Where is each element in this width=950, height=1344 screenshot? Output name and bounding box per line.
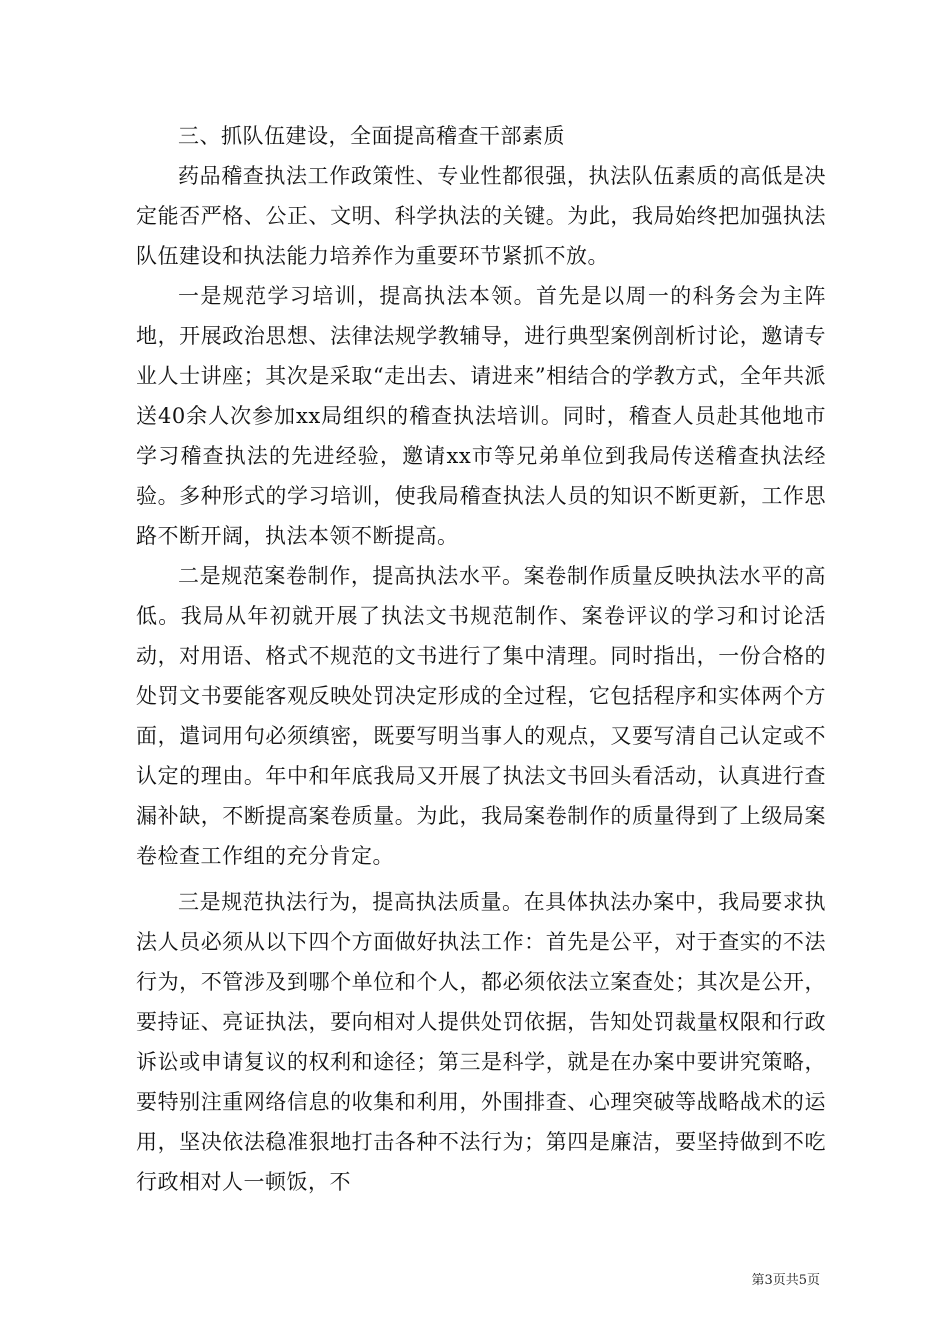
paragraph-case-files: 二是规范案卷制作，提高执法水平。案卷制作质量反映执法水平的高低。我局从年初就开展了执法文书规范制作、案卷评议的学习和讨论活动，对用语、格式不规范的文书进行了集中清理。同时指出，一份合格的处罚文书要能客观反映处罚决定形成的全过程，它包括程序和实体两个方面，遣词用句必须缜密，既要写明当事人的观点，又要写清自己认定或不认定的理由。年中和年底我局又开展了执法文书回头看活动，认真进行查漏补缺，不断提高案卷质量。为此，我局案卷制作的质量得到了上级局案卷检查工作组的充分肯定。	[136, 564, 826, 868]
paragraph-intro: 药品稽查执法工作政策性、专业性都很强，执法队伍素质的高低是决定能否严格、公正、文明、科学执法的关键。为此，我局始终把加强执法队伍建设和执法能力培养作为重要环节紧抓不放。	[136, 164, 826, 268]
document-body	[136, 116, 826, 1202]
section-heading: 三、抓队伍建设，全面提高稽查干部素质	[178, 124, 565, 148]
paragraph-enforcement: 三是规范执法行为，提高执法质量。在具体执法办案中，我局要求执法人员必须从以下四个方面做好执法工作：首先是公平，对于查实的不法行为，不管涉及到哪个单位和个人，都必须依法立案查处；其次是公开，要持证、亮证执法，要向相对人提供处罚依据，告知处罚裁量权限和行政诉讼或申请复议的权利和途径；第三是科学，就是在办案中要讲究策略，要特别注重网络信息的收集和利用，外围排查、心理突破等战略战术的运用，坚决依法稳准狠地打击各种不法行为；第四是廉洁，要坚持做到不吃行政相对人一顿饭，不	[136, 890, 826, 1194]
paragraph-training: 一是规范学习培训，提高执法本领。首先是以周一的科务会为主阵地，开展政治思想、法律法规学教辅导，进行典型案例剖析讨论，邀请专业人士讲座；其次是采取“走出去、请进来”相结合的学教方式，全年共派送40余人次参加xx局组织的稽查执法培训。同时，稽查人员赴其他地市学习稽查执法的先进经验，邀请xx市等兄弟单位到我局传送稽查执法经验。多种形式的学习培训，使我局稽查执法人员的知识不断更新，工作思路不断开阔，执法本领不断提高。	[136, 284, 826, 548]
page-number-footer: 第3页共5页	[751, 1273, 820, 1288]
